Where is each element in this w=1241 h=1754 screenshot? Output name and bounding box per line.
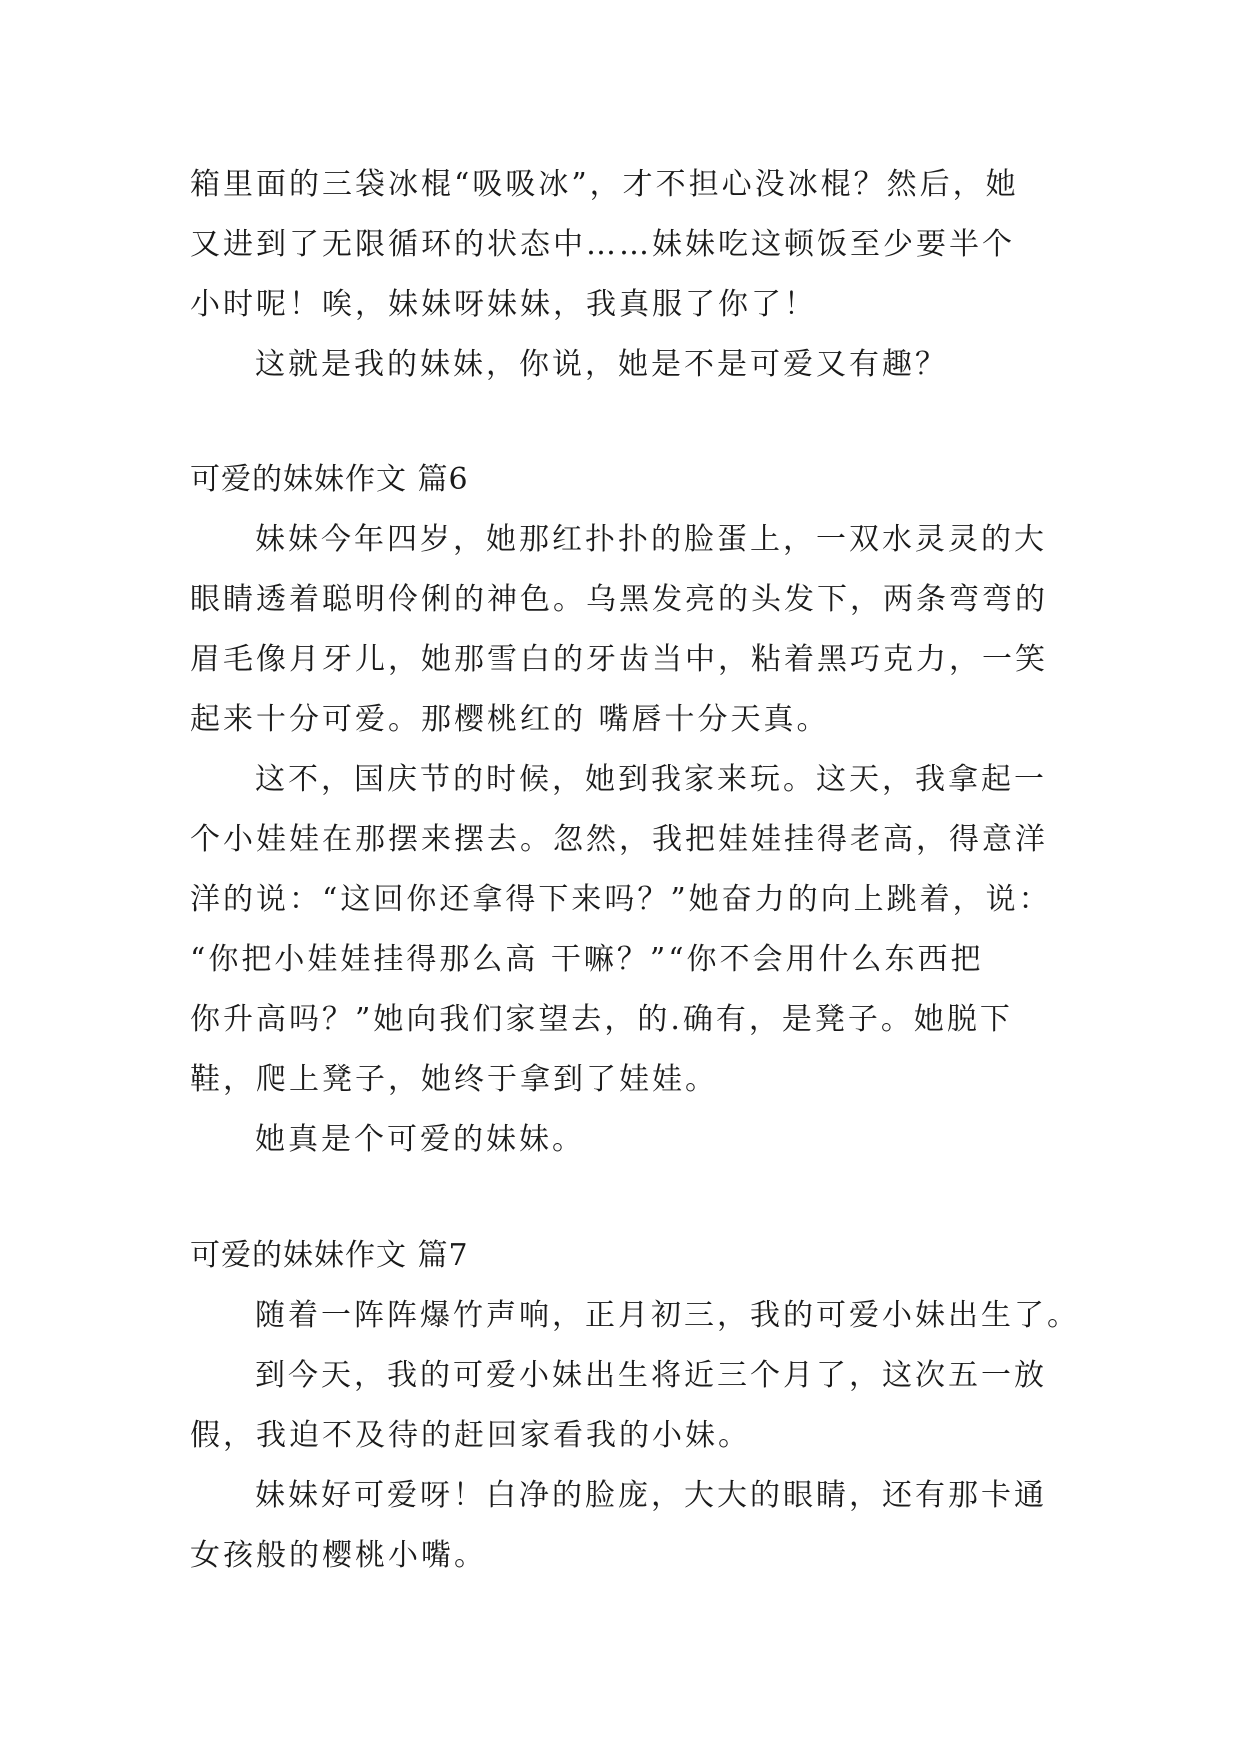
section-heading: 可爱的妹妹作文 篇6 — [190, 462, 469, 497]
text-line: 个小娃娃在那摆来摆去。忽然，我把娃娃挂得老高，得意洋 — [190, 822, 1048, 857]
text-line: 女孩般的樱桃小嘴。 — [190, 1538, 487, 1573]
text-line: 妹妹好可爱呀！白净的脸庞，大大的眼睛，还有那卡通 — [255, 1478, 1047, 1513]
text-line: 到今天，我的可爱小妹出生将近三个月了，这次五一放 — [255, 1358, 1047, 1393]
text-line: 起来十分可爱。那樱桃红的 嘴唇十分天真。 — [190, 702, 830, 737]
text-line: 这就是我的妹妹，你说，她是不是可爱又有趣？ — [255, 347, 948, 382]
text-line: 妹妹今年四岁，她那红扑扑的脸蛋上，一双水灵灵的大 — [255, 522, 1047, 557]
text-line: 随着一阵阵爆竹声响，正月初三，我的可爱小妹出生了。 — [255, 1298, 1080, 1333]
text-line: 鞋，爬上凳子，她终于拿到了娃娃。 — [190, 1062, 718, 1097]
text-line: 眼睛透着聪明伶俐的神色。乌黑发亮的头发下，两条弯弯的 — [190, 582, 1048, 617]
text-line: 眉毛像月牙儿，她那雪白的牙齿当中，粘着黑巧克力，一笑 — [190, 642, 1048, 677]
text-line: 箱里面的三袋冰棍“吸吸冰”，才不担心没冰棍？然后，她 — [190, 167, 1019, 202]
text-line: 小时呢！唉，妹妹呀妹妹，我真服了你了！ — [190, 287, 817, 322]
text-line: 这不，国庆节的时候，她到我家来玩。这天，我拿起一 — [255, 762, 1047, 797]
text-line: 假，我迫不及待的赶回家看我的小妹。 — [190, 1418, 751, 1453]
section-heading: 可爱的妹妹作文 篇7 — [190, 1238, 469, 1273]
text-line: 洋的说：“这回你还拿得下来吗？”她奋力的向上跳着，说： — [190, 882, 1052, 917]
text-line: 你升高吗？”她向我们家望去，的.确有，是凳子。她脱下 — [190, 1002, 1013, 1037]
text-line: “你把小娃娃挂得那么高 干嘛？”“你不会用什么东西把 — [190, 942, 984, 977]
text-line: 她真是个可爱的妹妹。 — [255, 1122, 585, 1157]
text-line: 又进到了无限循环的状态中……妹妹吃这顿饭至少要半个 — [190, 227, 1015, 262]
